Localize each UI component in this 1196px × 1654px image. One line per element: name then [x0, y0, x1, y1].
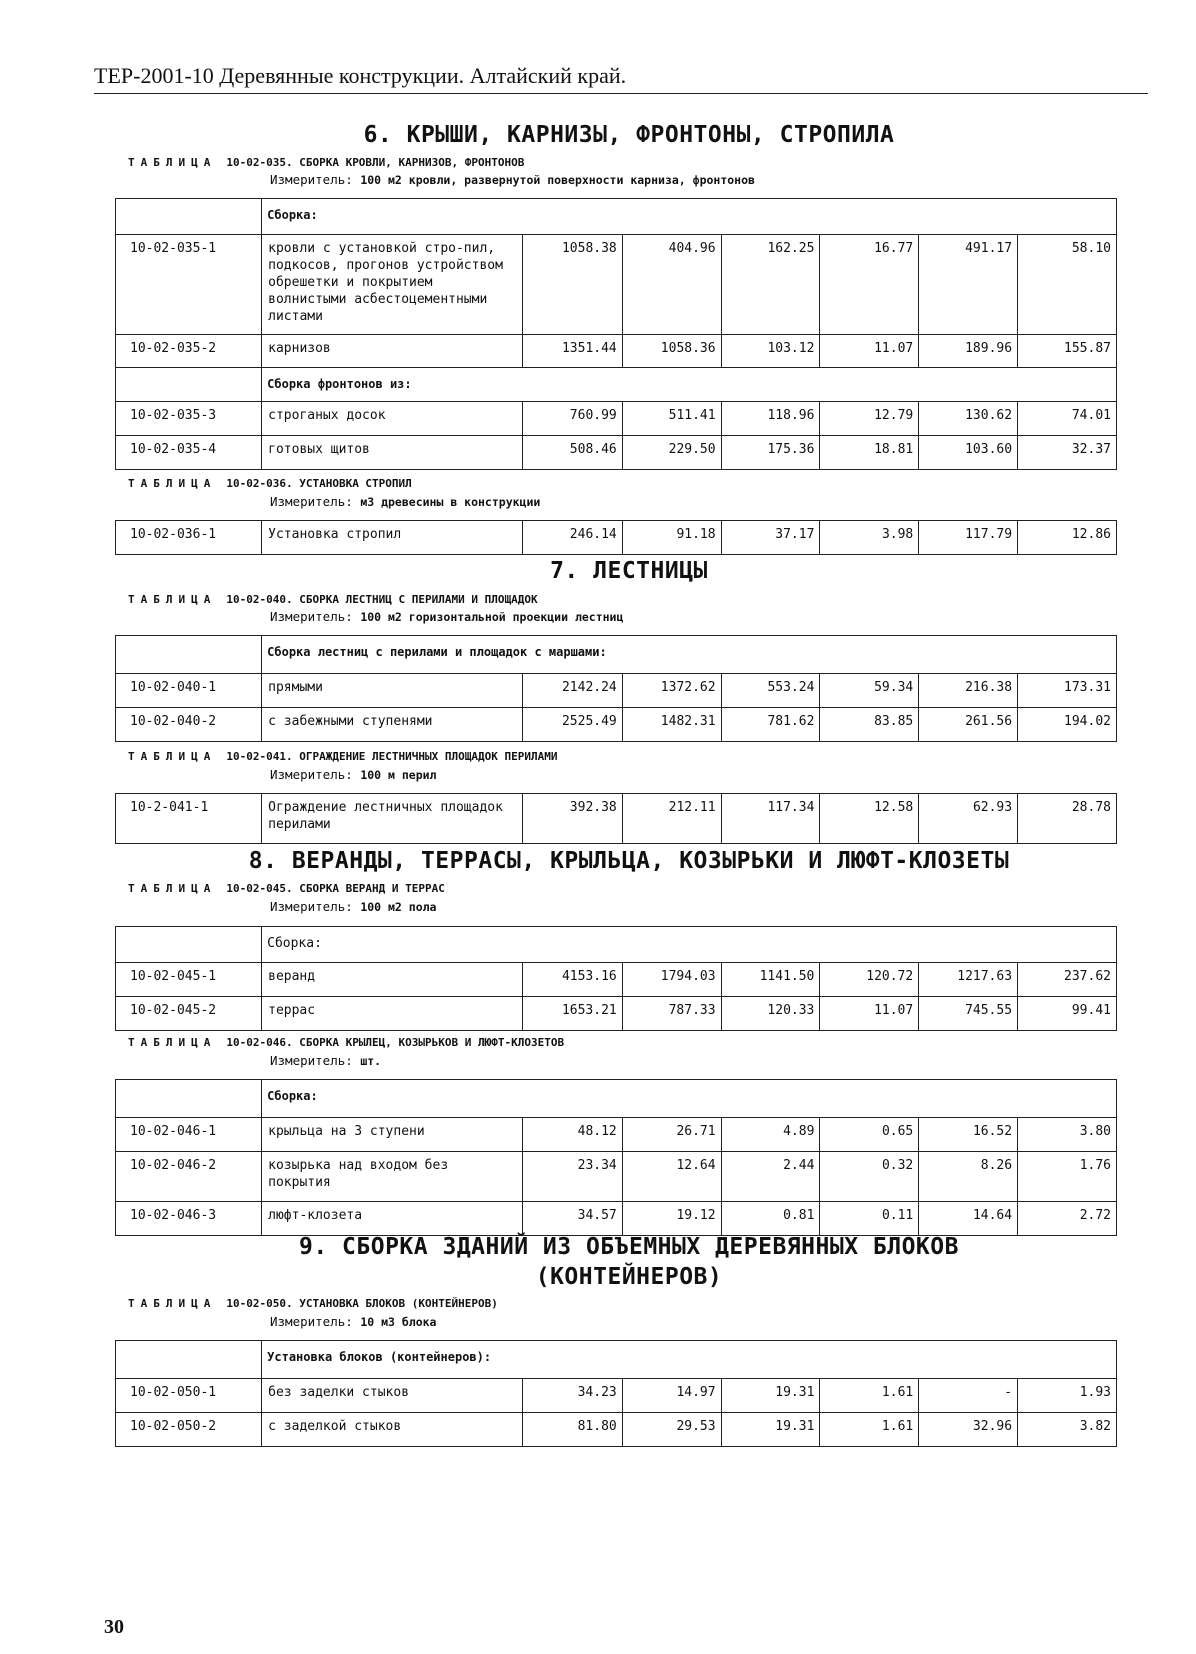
empty-cell — [116, 199, 262, 235]
group-header-text: Установка блоков (контейнеров): — [262, 1341, 1117, 1379]
table-caption-label: ТАБЛИЦА — [128, 1036, 217, 1049]
table-group-header — [116, 636, 1117, 674]
cost-value: 237.62 — [1018, 963, 1117, 997]
cost-value: 34.23 — [522, 1379, 622, 1413]
unit-value: м3 древесины в конструкции — [360, 495, 541, 509]
empty-cell — [116, 1080, 262, 1118]
cost-value: 162.25 — [721, 235, 820, 335]
rate-code: 10-02-036-1 — [116, 521, 262, 555]
cost-value: 12.58 — [820, 794, 919, 844]
group-header-text: Сборка: — [262, 927, 1117, 963]
cost-value: 26.71 — [622, 1118, 721, 1152]
rate-code: 10-02-046-2 — [116, 1152, 262, 1202]
work-name: Ограждение лестничных площадок перилами — [262, 794, 523, 844]
cost-value: 16.52 — [919, 1118, 1018, 1152]
table-caption-title: 10-02-045. СБОРКА ВЕРАНД И ТЕРРАС — [226, 882, 445, 895]
work-name: террас — [262, 997, 523, 1031]
cost-value: 189.96 — [919, 335, 1018, 368]
unit-label: Измеритель: — [270, 609, 361, 624]
cost-value: 155.87 — [1018, 335, 1117, 368]
cost-value: 103.12 — [721, 335, 820, 368]
table-row — [116, 1379, 1117, 1413]
table-caption-label: ТАБЛИЦА — [128, 156, 217, 169]
table-row — [116, 1118, 1117, 1152]
unit-label: Измеритель: — [270, 494, 361, 509]
unit-of-measure — [270, 609, 623, 625]
cost-value: 261.56 — [919, 708, 1018, 742]
cost-value: 12.86 — [1018, 521, 1117, 555]
cost-value: 37.17 — [721, 521, 820, 555]
rate-code: 10-02-046-3 — [116, 1202, 262, 1236]
group-header-text: Сборка фронтонов из: — [262, 368, 1117, 402]
cost-value: 3.98 — [820, 521, 919, 555]
cost-value: 0.81 — [721, 1202, 820, 1236]
cost-value: 29.53 — [622, 1413, 721, 1447]
unit-of-measure — [270, 494, 540, 510]
cost-value: 0.32 — [820, 1152, 919, 1202]
unit-of-measure — [270, 899, 436, 915]
cost-value: 0.11 — [820, 1202, 919, 1236]
cost-value: 12.64 — [622, 1152, 721, 1202]
cost-value: 1482.31 — [622, 708, 721, 742]
cost-value: 4153.16 — [522, 963, 622, 997]
table-group-header — [116, 1080, 1117, 1118]
rate-table — [115, 520, 1117, 555]
cost-value: 1.76 — [1018, 1152, 1117, 1202]
unit-label: Измеритель: — [270, 1314, 361, 1329]
unit-of-measure — [270, 767, 436, 783]
cost-value: 48.12 — [522, 1118, 622, 1152]
unit-label: Измеритель: — [270, 767, 361, 782]
table-caption — [128, 749, 558, 765]
cost-value: 173.31 — [1018, 674, 1117, 708]
cost-value: 508.46 — [522, 436, 622, 470]
table-group-header — [116, 199, 1117, 235]
table-caption — [128, 592, 538, 608]
cost-value: 1217.63 — [919, 963, 1018, 997]
rate-code: 10-02-035-3 — [116, 402, 262, 436]
cost-value: 4.89 — [721, 1118, 820, 1152]
cost-value: 1058.36 — [622, 335, 721, 368]
rate-code: 10-02-045-1 — [116, 963, 262, 997]
cost-value: 1.61 — [820, 1413, 919, 1447]
cost-value: 99.41 — [1018, 997, 1117, 1031]
cost-value: 103.60 — [919, 436, 1018, 470]
table-caption-title: 10-02-035. СБОРКА КРОВЛИ, КАРНИЗОВ, ФРОНТОНОВ — [226, 156, 525, 169]
rate-table — [115, 635, 1117, 742]
unit-label: Измеритель: — [270, 899, 361, 914]
unit-of-measure — [270, 1314, 436, 1330]
cost-value: 12.79 — [820, 402, 919, 436]
cost-value: 787.33 — [622, 997, 721, 1031]
table-caption-label: ТАБЛИЦА — [128, 1297, 217, 1310]
cost-value: 392.38 — [522, 794, 622, 844]
table-row — [116, 335, 1117, 368]
cost-value: 19.31 — [721, 1379, 820, 1413]
cost-value: 34.57 — [522, 1202, 622, 1236]
cost-value: 1.93 — [1018, 1379, 1117, 1413]
table-row — [116, 402, 1117, 436]
cost-value: 781.62 — [721, 708, 820, 742]
rate-code: 10-02-035-1 — [116, 235, 262, 335]
unit-value: 100 м перил — [360, 768, 437, 782]
table-row — [116, 1152, 1117, 1202]
cost-value: 2.72 — [1018, 1202, 1117, 1236]
cost-value: 32.96 — [919, 1413, 1018, 1447]
cost-value: 11.07 — [820, 997, 919, 1031]
table-caption-label: ТАБЛИЦА — [128, 477, 217, 490]
section-title: (КОНТЕЙНЕРОВ) — [535, 1264, 723, 1290]
unit-value: 100 м2 горизонтальной проекции лестниц — [360, 610, 624, 624]
cost-value: 1.61 — [820, 1379, 919, 1413]
table-group-header — [116, 1341, 1117, 1379]
empty-cell — [116, 636, 262, 674]
table-row — [116, 997, 1117, 1031]
group-header-text: Сборка: — [262, 199, 1117, 235]
work-name: веранд — [262, 963, 523, 997]
cost-value: 83.85 — [820, 708, 919, 742]
group-header-text: Сборка лестниц с перилами и площадок с маршами: — [262, 636, 1117, 674]
cost-value: 175.36 — [721, 436, 820, 470]
cost-value: 58.10 — [1018, 235, 1117, 335]
table-caption-title: 10-02-036. УСТАНОВКА СТРОПИЛ — [226, 477, 412, 490]
section-title: 7. ЛЕСТНИЦЫ — [550, 558, 708, 584]
cost-value: 120.33 — [721, 997, 820, 1031]
section-title: 6. КРЫШИ, КАРНИЗЫ, ФРОНТОНЫ, СТРОПИЛА — [363, 122, 895, 148]
rate-table — [115, 1340, 1117, 1447]
cost-value: 745.55 — [919, 997, 1018, 1031]
empty-cell — [116, 927, 262, 963]
work-name: козырька над входом без покрытия — [262, 1152, 523, 1202]
rate-code: 10-02-045-2 — [116, 997, 262, 1031]
unit-label: Измеритель: — [270, 172, 361, 187]
cost-value: 246.14 — [522, 521, 622, 555]
cost-value: 81.80 — [522, 1413, 622, 1447]
table-row — [116, 1202, 1117, 1236]
cost-value: 118.96 — [721, 402, 820, 436]
unit-label: Измеритель: — [270, 1053, 361, 1068]
group-header-text: Сборка: — [262, 1080, 1117, 1118]
cost-value: 59.34 — [820, 674, 919, 708]
table-row — [116, 1413, 1117, 1447]
table-caption — [128, 1035, 564, 1051]
rate-code: 10-02-035-2 — [116, 335, 262, 368]
unit-of-measure — [270, 1053, 381, 1069]
cost-value: 18.81 — [820, 436, 919, 470]
rate-code: 10-2-041-1 — [116, 794, 262, 844]
unit-value: 10 м3 блока — [360, 1315, 437, 1329]
rate-table — [115, 793, 1117, 844]
rate-table — [115, 198, 1117, 470]
rate-code: 10-02-050-1 — [116, 1379, 262, 1413]
table-row — [116, 708, 1117, 742]
work-name: Установка стропил — [262, 521, 523, 555]
cost-value: - — [919, 1379, 1018, 1413]
table-group-header — [116, 927, 1117, 963]
work-name: крыльца на 3 ступени — [262, 1118, 523, 1152]
cost-value: 2525.49 — [522, 708, 622, 742]
table-caption — [128, 476, 412, 492]
table-caption-label: ТАБЛИЦА — [128, 593, 217, 606]
table-caption-title: 10-02-050. УСТАНОВКА БЛОКОВ (КОНТЕЙНЕРОВ) — [226, 1297, 498, 1310]
table-caption — [128, 1296, 498, 1312]
cost-value: 117.34 — [721, 794, 820, 844]
cost-value: 2142.24 — [522, 674, 622, 708]
cost-value: 74.01 — [1018, 402, 1117, 436]
cost-value: 19.12 — [622, 1202, 721, 1236]
cost-value: 553.24 — [721, 674, 820, 708]
rate-code: 10-02-040-2 — [116, 708, 262, 742]
cost-value: 0.65 — [820, 1118, 919, 1152]
unit-value: шт. — [360, 1054, 382, 1068]
table-row — [116, 794, 1117, 844]
table-caption-label: ТАБЛИЦА — [128, 882, 217, 895]
empty-cell — [116, 368, 262, 402]
work-name: без заделки стыков — [262, 1379, 523, 1413]
cost-value: 1351.44 — [522, 335, 622, 368]
cost-value: 1794.03 — [622, 963, 721, 997]
table-caption-title: 10-02-046. СБОРКА КРЫЛЕЦ, КОЗЫРЬКОВ И ЛЮФТ-КЛОЗЕТОВ — [226, 1036, 565, 1049]
table-group-header — [116, 368, 1117, 402]
table-caption-title: 10-02-041. ОГРАЖДЕНИЕ ЛЕСТНИЧНЫХ ПЛОЩАДОК ПЕРИЛАМИ — [226, 750, 558, 763]
cost-value: 2.44 — [721, 1152, 820, 1202]
cost-value: 14.97 — [622, 1379, 721, 1413]
page-number: 30 — [104, 1616, 124, 1638]
unit-value: 100 м2 кровли, развернутой поверхности карниза, фронтонов — [360, 173, 755, 187]
cost-value: 760.99 — [522, 402, 622, 436]
cost-value: 194.02 — [1018, 708, 1117, 742]
empty-cell — [116, 1341, 262, 1379]
rate-code: 10-02-035-4 — [116, 436, 262, 470]
cost-value: 1372.62 — [622, 674, 721, 708]
cost-value: 91.18 — [622, 521, 721, 555]
work-name: с забежными ступенями — [262, 708, 523, 742]
cost-value: 491.17 — [919, 235, 1018, 335]
cost-value: 404.96 — [622, 235, 721, 335]
cost-value: 14.64 — [919, 1202, 1018, 1236]
table-row — [116, 963, 1117, 997]
cost-value: 8.26 — [919, 1152, 1018, 1202]
cost-value: 32.37 — [1018, 436, 1117, 470]
cost-value: 511.41 — [622, 402, 721, 436]
table-caption-label: ТАБЛИЦА — [128, 750, 217, 763]
work-name: строганых досок — [262, 402, 523, 436]
page-header: ТЕР-2001-10 Деревянные конструкции. Алтайский край. — [94, 62, 1148, 94]
cost-value: 16.77 — [820, 235, 919, 335]
table-row — [116, 521, 1117, 555]
cost-value: 28.78 — [1018, 794, 1117, 844]
rate-code: 10-02-040-1 — [116, 674, 262, 708]
cost-value: 3.82 — [1018, 1413, 1117, 1447]
cost-value: 130.62 — [919, 402, 1018, 436]
rate-code: 10-02-046-1 — [116, 1118, 262, 1152]
table-caption — [128, 881, 445, 897]
work-name: кровли с установкой стро-пил, подкосов, прогонов устройством обрешетки и покрытием волнистыми асбестоцементными листами — [262, 235, 523, 335]
cost-value: 11.07 — [820, 335, 919, 368]
work-name: прямыми — [262, 674, 523, 708]
rate-table — [115, 1079, 1117, 1236]
table-caption-title: 10-02-040. СБОРКА ЛЕСТНИЦ С ПЕРИЛАМИ И ПЛОЩАДОК — [226, 593, 538, 606]
cost-value: 19.31 — [721, 1413, 820, 1447]
work-name: карнизов — [262, 335, 523, 368]
work-name: с заделкой стыков — [262, 1413, 523, 1447]
section-title: 8. ВЕРАНДЫ, ТЕРРАСЫ, КРЫЛЬЦА, КОЗЫРЬКИ И ЛЮФТ-КЛОЗЕТЫ — [248, 848, 1010, 874]
cost-value: 216.38 — [919, 674, 1018, 708]
table-caption — [128, 155, 524, 171]
cost-value: 62.93 — [919, 794, 1018, 844]
work-name: люфт-клозета — [262, 1202, 523, 1236]
cost-value: 117.79 — [919, 521, 1018, 555]
unit-value: 100 м2 пола — [360, 900, 437, 914]
cost-value: 120.72 — [820, 963, 919, 997]
work-name: готовых щитов — [262, 436, 523, 470]
rate-table — [115, 926, 1117, 1031]
rate-code: 10-02-050-2 — [116, 1413, 262, 1447]
cost-value: 212.11 — [622, 794, 721, 844]
cost-value: 1058.38 — [522, 235, 622, 335]
cost-value: 1141.50 — [721, 963, 820, 997]
cost-value: 229.50 — [622, 436, 721, 470]
cost-value: 1653.21 — [522, 997, 622, 1031]
table-row — [116, 674, 1117, 708]
unit-of-measure — [270, 172, 755, 188]
table-row — [116, 235, 1117, 335]
section-title: 9. СБОРКА ЗДАНИЙ ИЗ ОБЪЕМНЫХ ДЕРЕВЯННЫХ БЛОКОВ — [299, 1234, 959, 1260]
table-row — [116, 436, 1117, 470]
cost-value: 3.80 — [1018, 1118, 1117, 1152]
cost-value: 23.34 — [522, 1152, 622, 1202]
